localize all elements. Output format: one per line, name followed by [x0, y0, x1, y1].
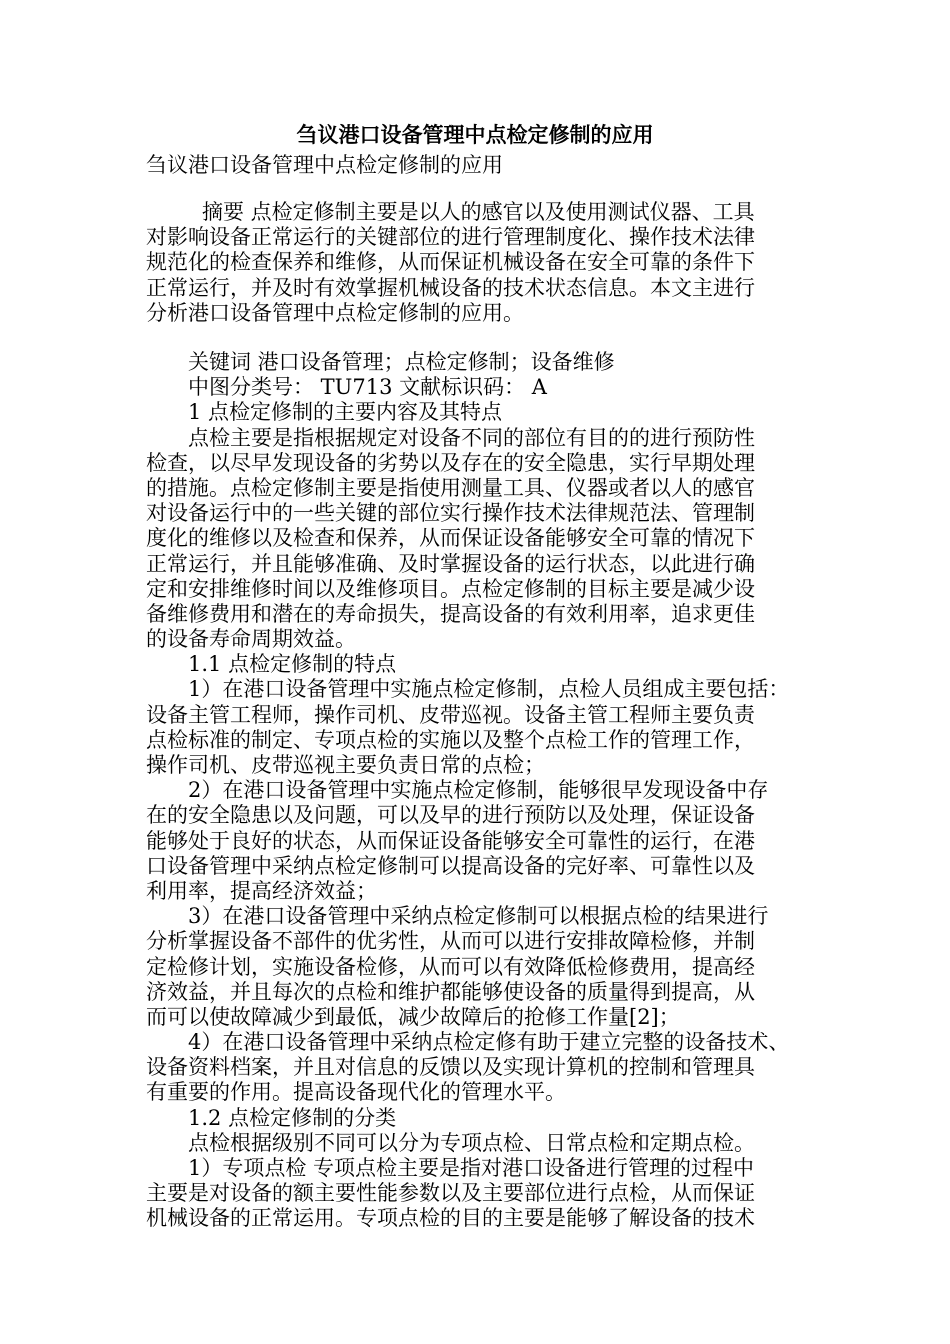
body-line: 备维修费用和潜在的寿命损失，提高设备的有效利用率，追求更佳: [146, 601, 755, 626]
body-line: 在的安全隐患以及问题，可以及早的进行预防以及处理，保证设备: [146, 803, 755, 828]
abstract-line: 摘要 点检定修制主要是以人的感官以及使用测试仪器、工具: [202, 200, 755, 224]
body-line: 的设备寿命周期效益。: [146, 627, 356, 652]
body-line: 机械设备的正常运用。专项点检的目的主要是能够了解设备的技术: [146, 1206, 755, 1231]
body-line: 对设备运行中的一些关键的部位实行操作技术法律规范法、管理制: [146, 501, 755, 526]
body-line: 1）在港口设备管理中实施点检定修制，点检人员组成主要包括：: [188, 677, 790, 702]
abstract-line: 正常运行，并及时有效掌握机械设备的技术状态信息。本文主进行: [146, 275, 755, 300]
abstract-line: 对影响设备正常运行的关键部位的进行管理制度化、操作技术法律: [146, 225, 755, 250]
body-line: 主要是对设备的额主要性能参数以及主要部位进行点检，从而保证: [146, 1181, 755, 1206]
body-line: 点检根据级别不同可以分为专项点检、日常点检和定期点检。: [188, 1130, 755, 1155]
abstract-line: 规范化的检查保养和维修，从而保证机械设备在安全可靠的条件下: [146, 250, 755, 275]
body-line: 1）专项点检 专项点检主要是指对港口设备进行管理的过程中: [188, 1156, 755, 1180]
document-title: 刍议港口设备管理中点检定修制的应用: [296, 123, 654, 147]
classification-line: 中图分类号： TU713 文献标识码： A: [188, 375, 547, 400]
body-line: 点检主要是指根据规定对设备不同的部位有目的的进行预防性: [188, 425, 755, 450]
body-line: 度化的维修以及检查和保养，从而保证设备能够安全可靠的情况下: [146, 526, 755, 551]
keywords-line: 关键词 港口设备管理；点检定修制；设备维修: [188, 350, 615, 374]
body-line: 操作司机、皮带巡视主要负责日常的点检；: [146, 753, 545, 777]
body-line: 设备资料档案，并且对信息的反馈以及实现计算机的控制和管理具: [146, 1055, 755, 1080]
body-line: 分析掌握设备不部件的优劣性，从而可以进行安排故障检修，并制: [146, 929, 755, 954]
body-line: 3）在港口设备管理中采纳点检定修制可以根据点检的结果进行: [188, 904, 769, 929]
abstract-line: 分析港口设备管理中点检定修制的应用。: [146, 300, 524, 325]
body-line: 正常运行，并且能够准确、及时掌握设备的运行状态，以此进行确: [146, 551, 755, 576]
body-line: 定检修计划，实施设备检修，从而可以有效降低检修费用，提高经: [146, 954, 755, 979]
body-line: 的措施。点检定修制主要是指使用测量工具、仪器或者以人的感官: [146, 475, 755, 500]
document-subtitle: 刍议港口设备管理中点检定修制的应用: [146, 153, 503, 177]
body-line: 定和安排维修时间以及维修项目。点检定修制的目标主要是减少设: [146, 576, 755, 601]
section-heading: 1.2 点检定修制的分类: [188, 1105, 397, 1130]
body-text: [146, 350, 826, 1232]
body-line: 利用率，提高经济效益；: [146, 878, 377, 903]
section-heading: 1 点检定修制的主要内容及其特点: [188, 400, 503, 425]
section-heading: 1.1 点检定修制的特点: [188, 652, 397, 677]
body-line: 有重要的作用。提高设备现代化的管理水平。: [146, 1080, 566, 1105]
body-line: 而可以使故障减少到最低，减少故障后的抢修工作量[2]；: [146, 1004, 680, 1029]
abstract-paragraph: [146, 200, 826, 326]
body-line: 设备主管工程师，操作司机、皮带巡视。设备主管工程师主要负责: [146, 702, 755, 727]
body-line: 济效益，并且每次的点检和维护都能够使设备的质量得到提高，从: [146, 979, 755, 1004]
body-line: 4）在港口设备管理中采纳点检定修有助于建立完整的设备技术、: [188, 1030, 790, 1055]
body-line: 能够处于良好的状态，从而保证设备能够安全可靠性的运行，在港: [146, 828, 755, 853]
body-line: 点检标准的制定、专项点检的实施以及整个点检工作的管理工作，: [146, 727, 755, 752]
body-line: 2）在港口设备管理中实施点检定修制，能够很早发现设备中存: [188, 778, 769, 803]
body-line: 口设备管理中采纳点检定修制可以提高设备的完好率、可靠性以及: [146, 853, 755, 878]
body-line: 检查，以尽早发现设备的劣势以及存在的安全隐患，实行早期处理: [146, 450, 755, 475]
